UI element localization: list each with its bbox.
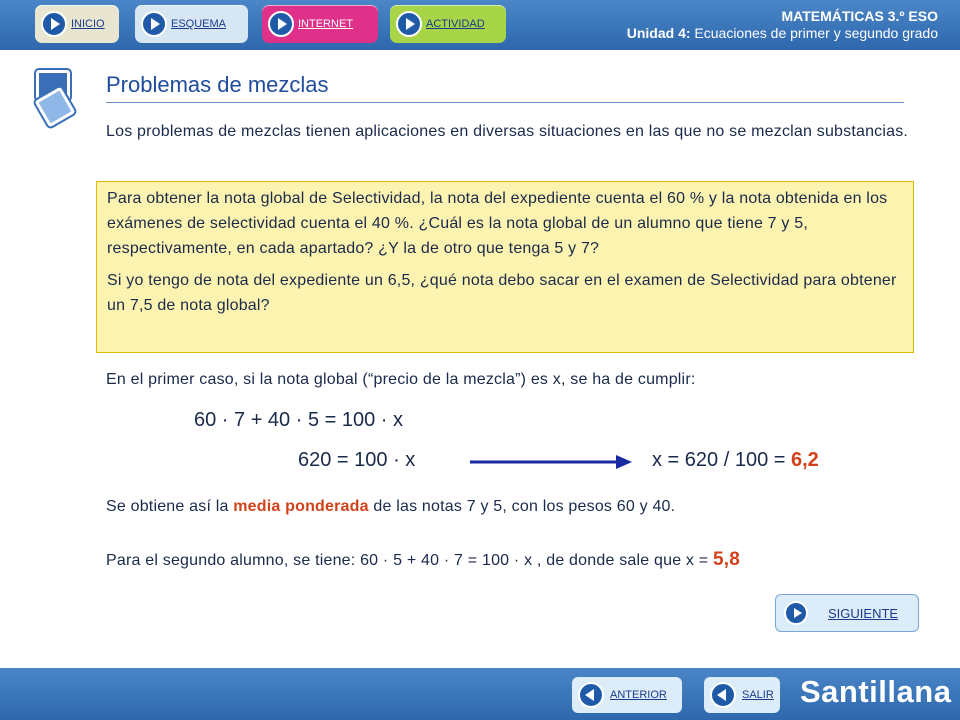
equation-1: 60 · 7 + 40 · 5 = 100 · x [194, 409, 404, 431]
internet-label: INTERNET [298, 18, 353, 30]
page-title: Problemas de mezclas [106, 72, 329, 97]
weighted-text [106, 495, 926, 519]
weighted-post: de las notas 7 y 5, con los pesos 60 y 40. [368, 498, 676, 515]
inicio-button[interactable] [35, 5, 119, 43]
weighted-highlight: media ponderada [233, 498, 369, 515]
section-icon [30, 70, 80, 132]
play-icon [784, 601, 808, 625]
play-icon [141, 11, 167, 37]
esquema-button[interactable] [135, 5, 248, 43]
arrow-right-icon [470, 452, 632, 472]
back-icon [578, 682, 604, 708]
brand-logo: Santillana [800, 674, 952, 709]
equation-3-result: 6,2 [791, 449, 819, 471]
equation-3-prefix: x = 620 / 100 = [652, 449, 791, 471]
weighted-pre: Se obtiene así la [106, 498, 234, 515]
internet-button[interactable] [262, 5, 378, 43]
play-icon [396, 11, 422, 37]
back-icon [710, 682, 736, 708]
course-subject: MATEMÁTICAS 3.º ESO [781, 8, 938, 24]
play-icon [41, 11, 67, 37]
second-student-text [106, 548, 946, 573]
case1-text: En el primer caso, si la nota global (“precio de la mezcla”) es x, se ha de cumplir: [106, 371, 696, 388]
actividad-label: ACTIVIDAD [426, 18, 485, 30]
problem-text-2: Si yo tengo de nota del expediente un 6,5, ¿qué nota debo sacar en el examen de Selectividad para obtener un 7,5 de nota global? [107, 272, 897, 314]
equation-2: 620 = 100 · x [298, 449, 416, 471]
course-title [627, 8, 938, 42]
equation-3 [652, 449, 819, 472]
second-result: 5,8 [712, 549, 740, 570]
esquema-label: ESQUEMA [171, 18, 227, 30]
problem-text-1: Para obtener la nota global de Selectividad, la nota del expediente cuenta el 60 % y la nota obtenida en los exámenes de selectividad cuenta el 40 %. ¿Cuál es la nota global de un alumno que tiene 7 y 5, respectivamente, en cada apartado? ¿Y la de otro que tenga 5 y 7? [107, 190, 888, 257]
title-divider [106, 102, 904, 103]
actividad-button[interactable] [390, 5, 506, 43]
anterior-button[interactable] [572, 677, 682, 713]
salir-button[interactable] [704, 677, 780, 713]
unit-title: Ecuaciones de primer y segundo grado [694, 25, 938, 41]
anterior-label: ANTERIOR [610, 689, 667, 701]
problem-box [96, 181, 914, 353]
play-icon [268, 11, 294, 37]
unit-label: Unidad 4: [626, 25, 691, 41]
intro-text: Los problemas de mezclas tienen aplicaciones en diversas situaciones en las que no se mezclan substancias. [106, 123, 909, 140]
course-unit [627, 25, 938, 42]
second-pre: Para el segundo alumno, se tiene: 60 · 5 + 40 · 7 = 100 · x , de donde sale que x = [106, 552, 713, 569]
siguiente-label: SIGUIENTE [828, 605, 899, 621]
siguiente-button[interactable] [775, 594, 919, 632]
inicio-label: INICIO [71, 18, 105, 30]
salir-label: SALIR [742, 689, 774, 701]
